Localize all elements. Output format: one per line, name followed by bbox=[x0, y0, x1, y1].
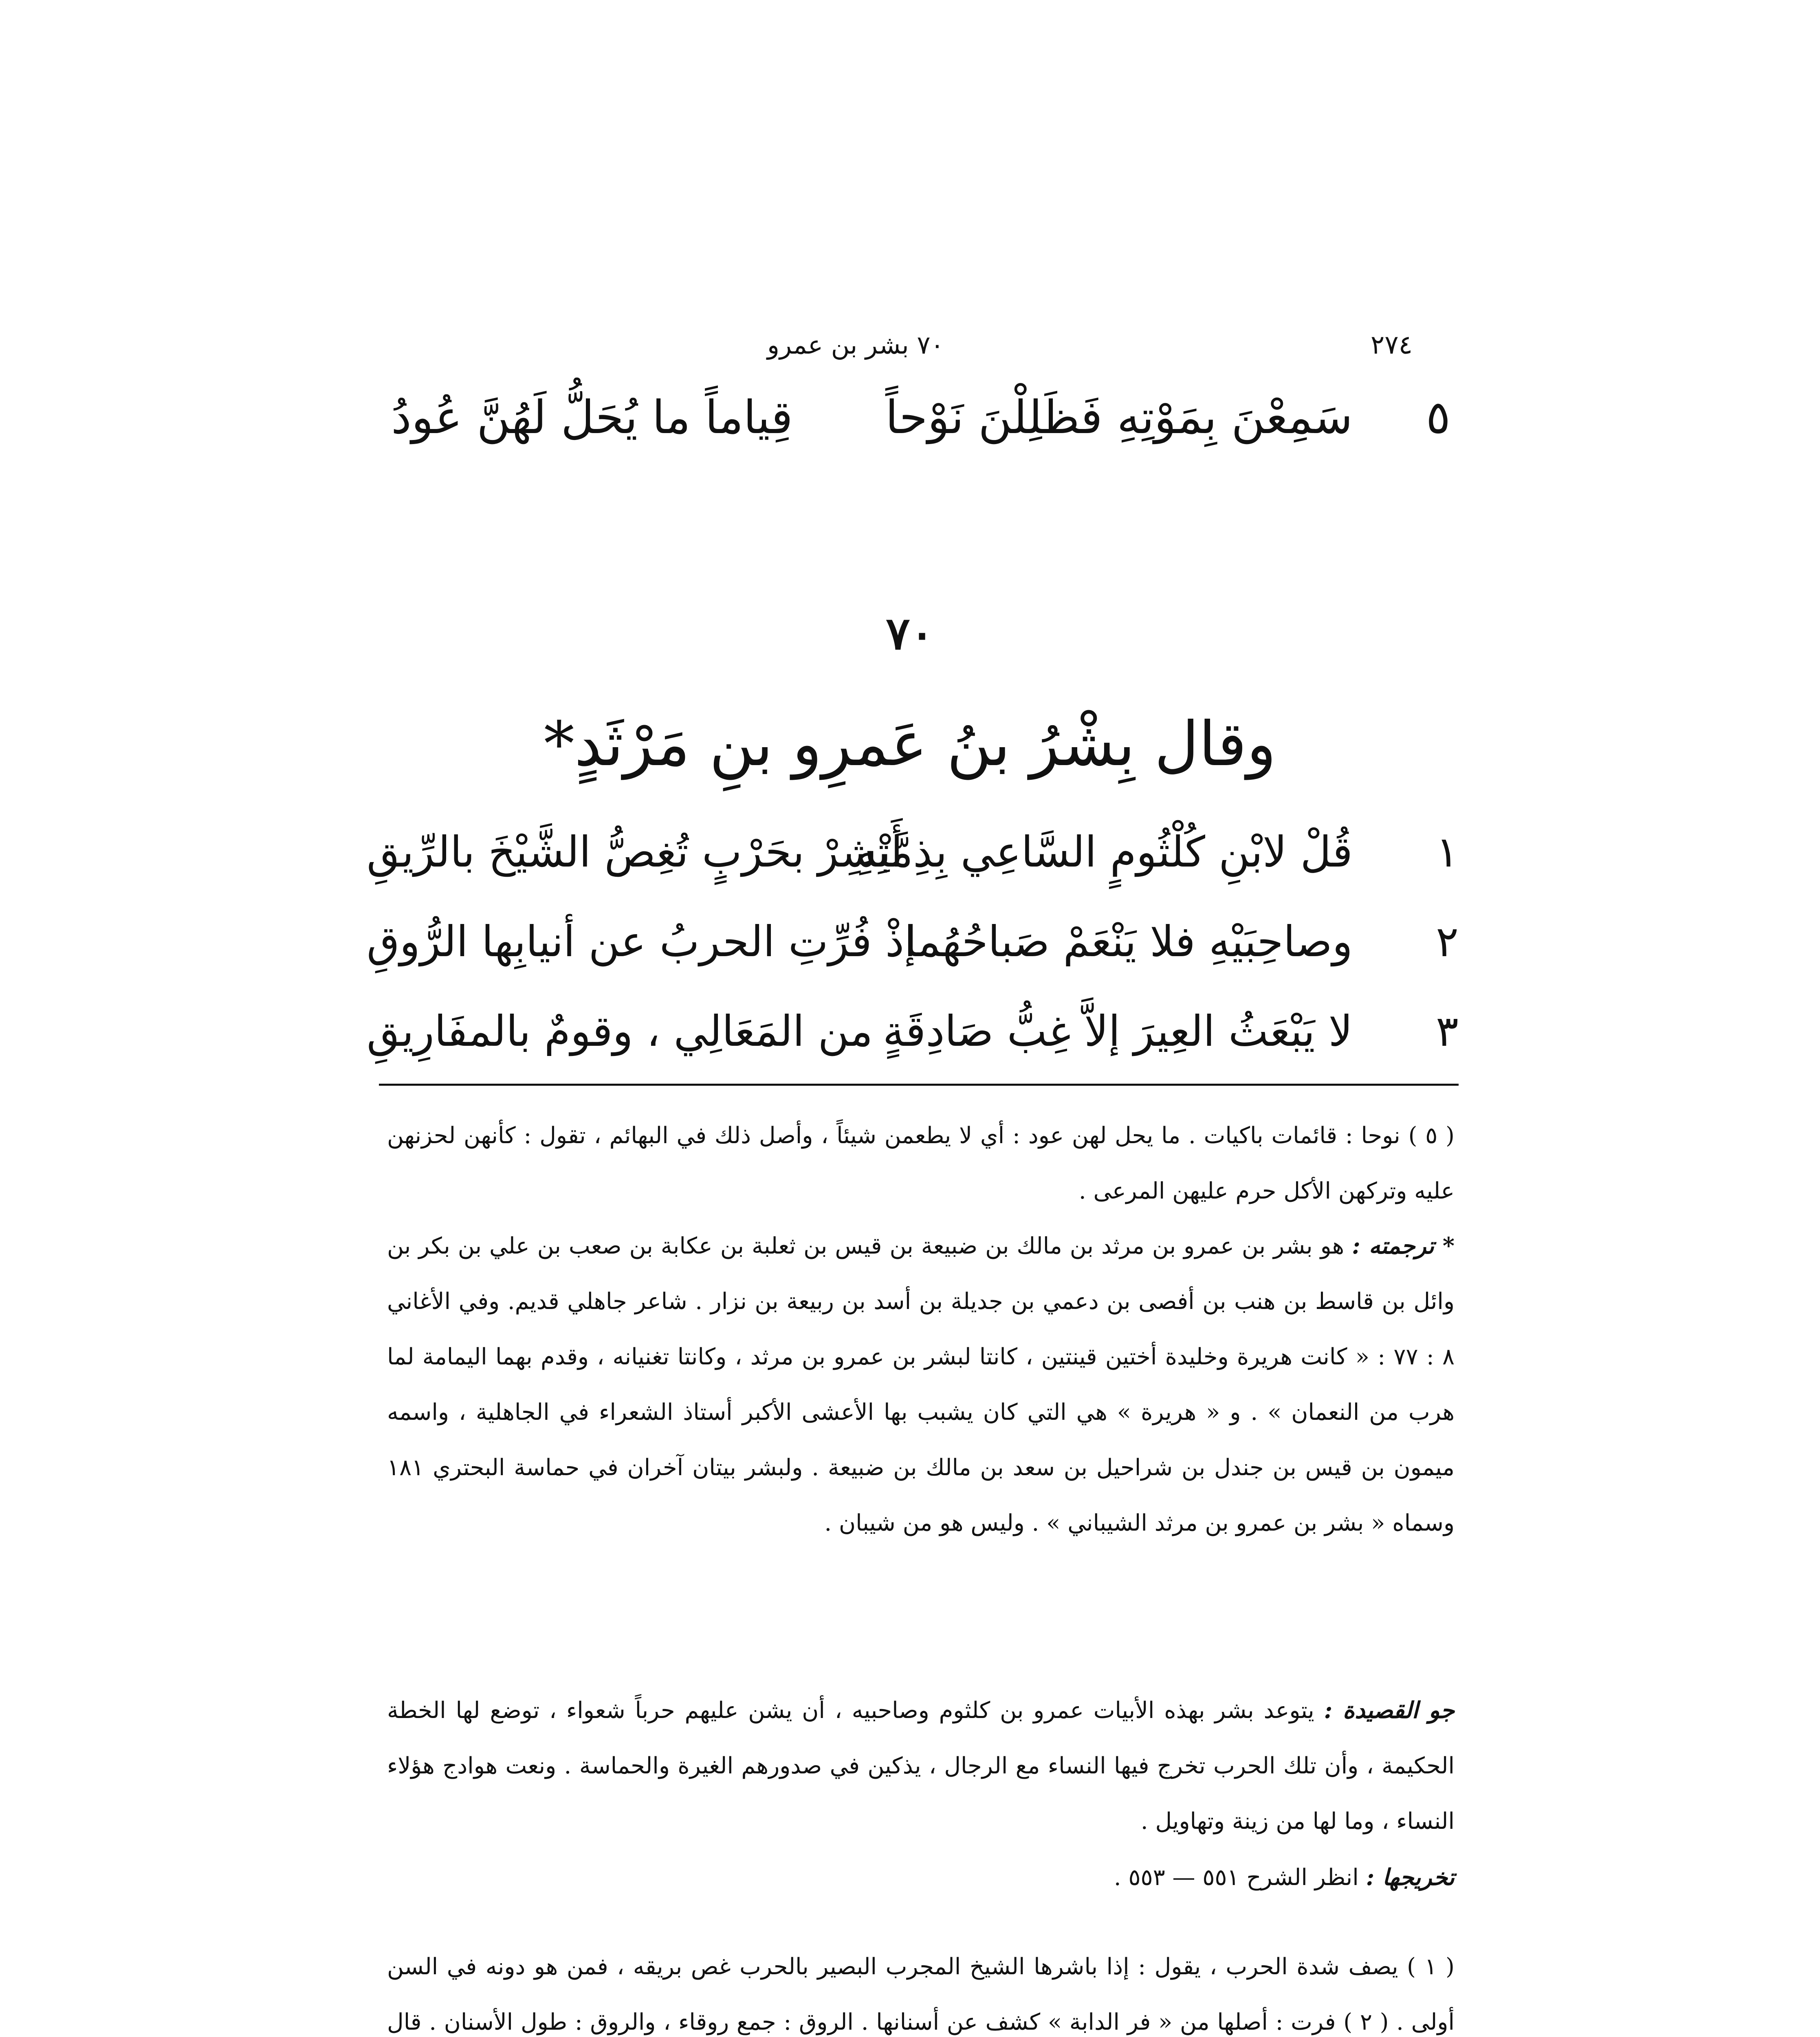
footnote-divider bbox=[379, 1084, 1459, 1086]
poem-title: وقال بِشْرُ بنُ عَمرِو بنِ مَرْثَدٍ* bbox=[544, 709, 1276, 780]
sources-label: تخريجها : bbox=[1366, 1864, 1455, 1891]
second-hemistich: من المَعَالِي ، وقومٌ بالمفَارِيقِ bbox=[367, 1006, 873, 1056]
sources-text: انظر الشرح ٥٥١ — ٥٥٣ . bbox=[1114, 1864, 1359, 1891]
biography-text: هو بشر بن عمرو بن مرثد بن مالك بن ضبيعة بن قيس بن ثعلبة بن عكابة بن صعب بن علي بن بكر بن وائل بن قاسط بن هنب بن أفصى بن دعمي بن جديلة بن أسد بن ربيعة بن نزار . شاعر جاهلي قديم. وفي الأغاني ٨ : ٧٧ : « كانت هريرة وخليدة أختين قينتين ، كانتا لبشر بن عمرو بن مرثد ، وكانتا تغنيانه ، وقدم بهما اليمامة لما هرب من النعمان » . و « هريرة » هي التي كان يشبب بها الأعشى الأكبر أستاذ الشعراء في الجاهلية ، واسمه ميمون بن قيس بن جندل بن شراحيل بن سعد بن مالك بن ضبيعة . ولبشر بيتان آخران في حماسة البحتري ١٨١ وسماه « بشر بن عمرو بن مرثد الشيباني » . وليس هو من شيبان . bbox=[387, 1233, 1455, 1536]
poem-number: ٧٠ bbox=[886, 607, 934, 660]
biography-label: * ترجمته : bbox=[1352, 1232, 1455, 1259]
verse-number: ٣ bbox=[1436, 1006, 1459, 1056]
theme-text: يتوعد بشر بهذه الأبيات عمرو بن كلثوم وصاحبيه ، أن يشن عليهم حرباً شعواء ، توضع لها الخطة الحكيمة ، وأن تلك الحرب تخرج فيها النساء مع الرجال ، يذكين في صدورهم الغيرة والحماسة . ونعت هوادج هؤلاء النساء ، وما لها من زينة وتهاويل . bbox=[387, 1697, 1455, 1835]
first-hemistich: وصاحِبَيْهِ فلا يَنْعَمْ صَباحُهُما bbox=[904, 917, 1353, 966]
footnote-text: ( ٥ ) نوحا : قائمات باكيات . ما يحل لهن عود : أي لا يطعمن شيئاً ، وأصل ذلك في البهائم ، تقول : كأنهن لحزنهن عليه وتركهن الأكل حرم عليهن المرعى . bbox=[387, 1122, 1455, 1204]
verse-line bbox=[367, 917, 1459, 986]
footnote-explanation bbox=[387, 1939, 1455, 2037]
explanation-text: ( ١ ) يصف شدة الحرب ، يقول : إذا باشرها الشيخ المجرب البصير بالحرب غص بريقه ، فمن هو دونه في السن أولى . ( ٢ ) فرت : أصلها من « فر الدابة » كشف عن أسنانها . الروق : جمع روقاء ، والروق : طول الأسنان . قال bbox=[387, 1953, 1455, 2035]
verse-line bbox=[367, 1006, 1459, 1076]
theme-label: جو القصيدة : bbox=[1324, 1697, 1455, 1724]
second-hemistich: قِياماً ما يُحَلُّ لَهُنَّ عُودُ bbox=[391, 391, 793, 444]
first-hemistich: قُلْ لابْنِ كُلْثُومٍ السَّاعِي بِذِمَّتِهِ bbox=[855, 827, 1353, 877]
page-number: ٢٧٤ bbox=[1370, 330, 1413, 360]
second-hemistich: أَبْشِرْ بحَرْبٍ تُغِصُّ الشَّيْخَ بالرِّيقِ bbox=[367, 827, 903, 877]
verse-number: ٥ bbox=[1426, 391, 1450, 444]
second-hemistich: إذْ فُرِّتِ الحربُ عن أنيابِها الرُّوقِ bbox=[367, 917, 916, 966]
footnote-verse-5 bbox=[387, 1108, 1455, 1219]
footnote-sources bbox=[387, 1850, 1455, 1905]
verse-number: ٢ bbox=[1436, 917, 1459, 966]
first-hemistich: سَمِعْنَ بِمَوْتِهِ فَظَلِلْنَ نَوْحاً bbox=[885, 391, 1353, 444]
verse-number: ١ bbox=[1436, 827, 1459, 877]
verse-line bbox=[367, 827, 1459, 896]
carryover-verse bbox=[391, 391, 1450, 456]
running-title: ٧٠ بشر بن عمرو bbox=[767, 330, 944, 360]
footnote-biography bbox=[387, 1218, 1455, 1551]
first-hemistich: لا يَبْعَثُ العِيرَ إلاَّ غِبُّ صَادِقَةٍ bbox=[882, 1006, 1353, 1056]
footnote-theme bbox=[387, 1683, 1455, 1849]
